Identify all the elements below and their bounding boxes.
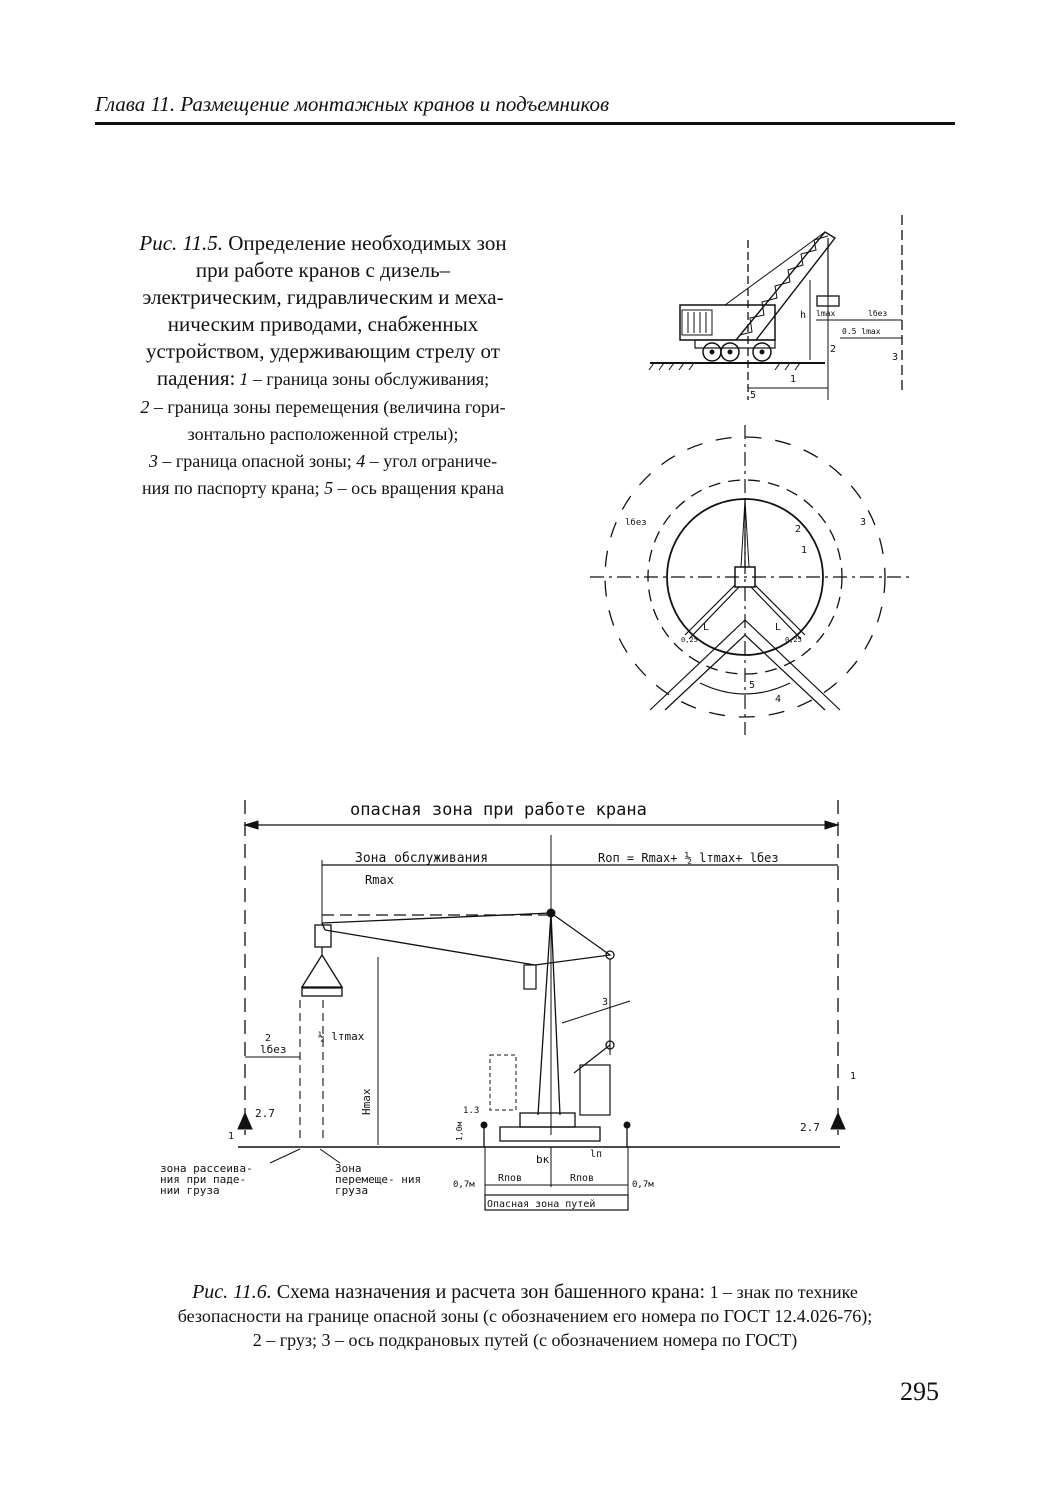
fig1-plan-3: 3 — [860, 517, 867, 528]
figure-11-5-caption — [92, 230, 554, 502]
fig1-plan-lbez: lбез — [625, 518, 647, 528]
fig1-label-lmax: lmax — [816, 309, 836, 318]
legend-text-4: – угол ограниче- — [369, 451, 498, 471]
fig1-plan-4: 4 — [775, 694, 782, 705]
fig1-label-1: 1 — [790, 374, 797, 385]
fig1-label-half-lmax: 0.5 lmax — [842, 327, 881, 336]
cap2-line-1: Схема назначения и расчета зон башенного крана: — [276, 1281, 706, 1303]
fig-11-6-label: Рис. 11.6. — [192, 1281, 272, 1303]
legend-text-2b: зонтально расположенной стрелы); — [187, 424, 459, 444]
fig2-rpov2: Rпов — [570, 1173, 595, 1184]
fig2-danger-zone: опасная зона при работе крана — [350, 800, 647, 820]
figure-11-5-plan-view — [585, 420, 915, 740]
fig1-label-h: h — [800, 310, 807, 321]
fig2-half-lt: ½ lтmax — [318, 1030, 365, 1043]
fig2-label-2: 2 — [265, 1033, 272, 1044]
fig1-label-3: 3 — [892, 352, 899, 363]
legend-num-1: 1 — [239, 369, 249, 389]
legend-num-5: 5 — [324, 478, 334, 498]
fig2-d07b: 0,7м — [632, 1180, 654, 1190]
fig2-d07a: 0,7м — [453, 1180, 475, 1190]
fig2-track-zone: Опасная зона путей — [487, 1199, 596, 1210]
figure-11-6-tower-crane — [150, 795, 870, 1215]
fig2-r-formula: Rоп = Rmax+ ½ lтmax+ lбез — [598, 851, 779, 865]
fig2-label-27b: 2.7 — [800, 1121, 820, 1134]
figure-11-5-side-view — [640, 210, 920, 410]
legend-text-5: – ось вращения крана — [337, 478, 505, 498]
legend-text-3: – граница опасной зоны; — [162, 451, 352, 471]
legend-text-2: – граница зоны перемещения (величина гори- — [153, 397, 506, 417]
fig1-plan-d025-left: 0,25 — [681, 636, 698, 644]
figure-11-6-caption — [90, 1280, 960, 1352]
fig2-hmax: Hmax — [360, 1088, 373, 1115]
cap1-line-5: устройством, удерживающим стрелу от — [146, 339, 500, 363]
fig-11-5-label: Рис. 11.5. — [139, 231, 223, 255]
fig2-bk: bк — [536, 1153, 550, 1166]
legend-num-3: 3 — [148, 451, 158, 471]
fig2-rmax: Rmax — [365, 873, 394, 887]
fig2-label-1a: 1 — [228, 1131, 235, 1142]
cap2-line-2: 1 – знак по технике — [709, 1282, 858, 1302]
fig2-lp: lп — [590, 1149, 603, 1160]
fig2-h10: 1,0м — [455, 1121, 464, 1141]
fig2-move-zone: Зона перемеще- ния груза — [335, 1163, 422, 1197]
fig2-lbez: lбез — [260, 1043, 287, 1056]
cap2-line-3: безопасности на границе опасной зоны (с обозначением его номера по ГОСТ 12.4.026-76); — [177, 1306, 873, 1326]
cap2-line-4: 2 – груз; 3 – ось подкрановых путей (с обозначением номера по ГОСТ) — [252, 1330, 798, 1350]
cap1-line-6: падения: — [156, 366, 236, 390]
cap1-line-1: Определение необходимых зон — [228, 231, 507, 255]
fig2-scatter-zone: зона рассеива- ния при паде- нии груза — [160, 1163, 253, 1197]
cap1-line-2: при работе кранов с дизель– — [195, 258, 451, 282]
legend-text-1: – граница зоны обслуживания; — [252, 369, 490, 389]
fig1-label-2: 2 — [830, 344, 837, 355]
fig1-plan-L-left: L — [703, 622, 710, 633]
fig2-label-3: 3 — [602, 997, 609, 1008]
fig2-label-13: 1.3 — [463, 1106, 480, 1116]
fig1-plan-2: 2 — [795, 524, 802, 535]
fig1-plan-d025-right: 0,25 — [785, 636, 802, 644]
fig2-label-27a: 2.7 — [255, 1107, 275, 1120]
fig1-plan-5: 5 — [749, 680, 756, 691]
page-number: 295 — [900, 1377, 939, 1406]
legend-num-2: 2 — [140, 397, 150, 417]
cap1-line-4: ническим приводами, снабженных — [167, 312, 479, 336]
fig1-plan-1: 1 — [801, 545, 808, 556]
fig2-service-zone: Зона обслуживания — [355, 851, 489, 866]
header-rule — [95, 122, 955, 125]
fig1-label-5: 5 — [750, 390, 757, 401]
fig1-plan-L-right: L — [775, 622, 782, 633]
fig1-label-lbez: lбез — [868, 309, 888, 318]
fig2-rpov1: Rпов — [498, 1173, 523, 1184]
running-header: Глава 11. Размещение монтажных кранов и подъемников — [95, 92, 610, 116]
cap1-line-3: электрическим, гидравлическим и меха- — [142, 285, 504, 309]
legend-num-4: 4 — [356, 451, 366, 471]
fig2-label-1b: 1 — [850, 1071, 857, 1082]
legend-text-4b: ния по паспорту крана; — [141, 478, 320, 498]
